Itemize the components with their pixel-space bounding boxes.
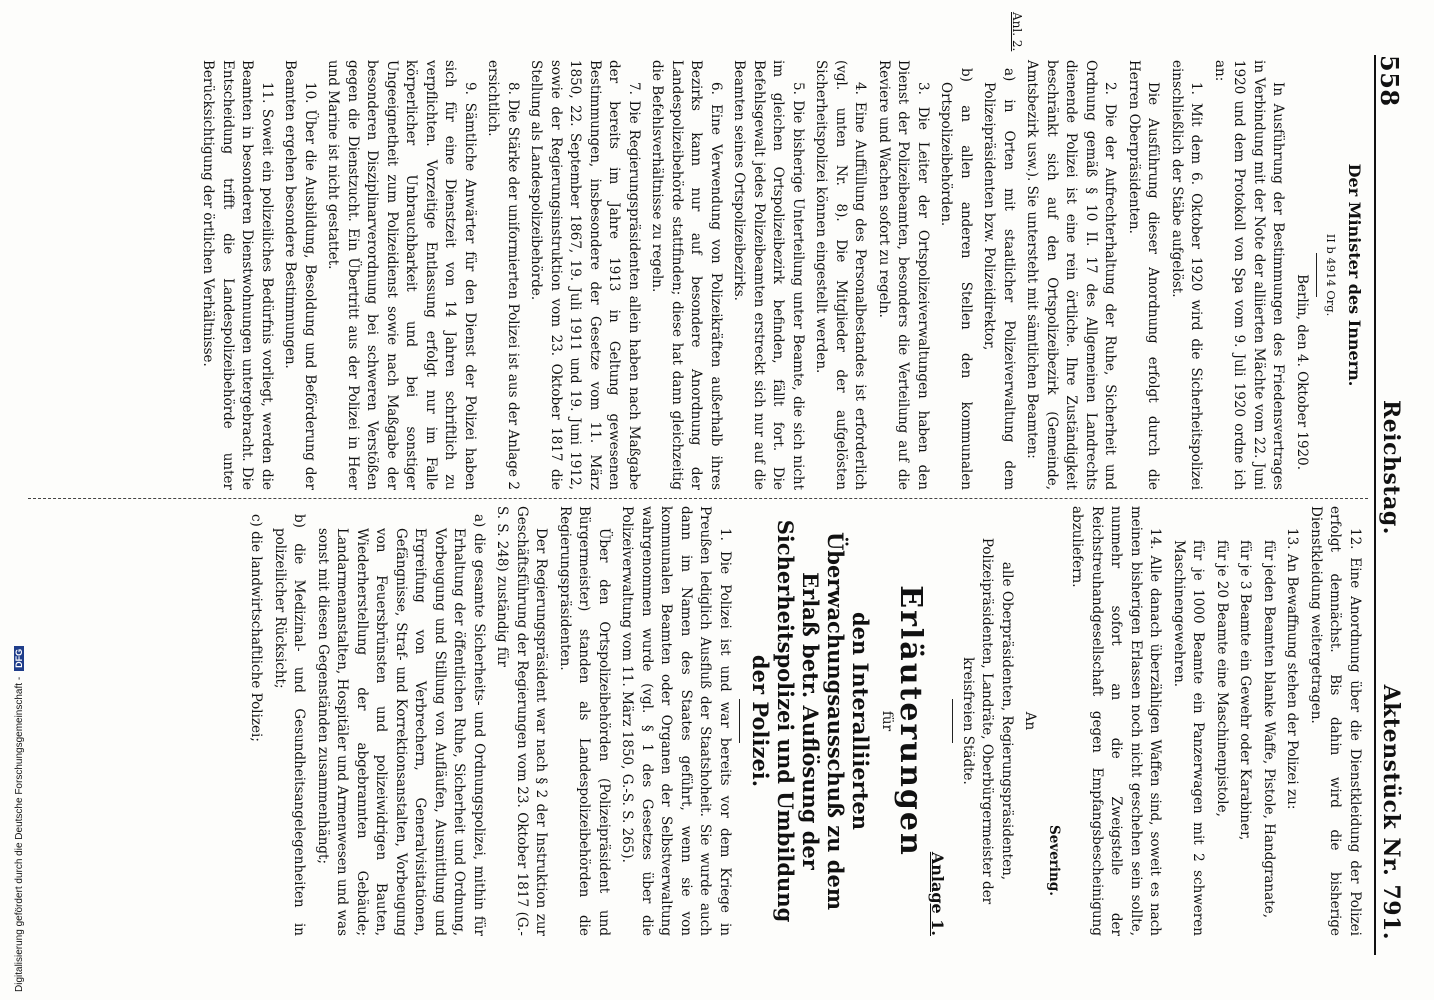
armament-item: für je 20 Beamte eine Maschinenpistole, xyxy=(1214,540,1230,817)
header-document-number: Aktenstück Nr. 791. xyxy=(1378,684,1404,940)
paragraph-4: 4. Eine Auffüllung des Personalbestandes ist erforderlich (vgl. unten Nr. 8). Die Mitglieder der aufgelösten Sicherheitspolizei können eingestellt werden. xyxy=(813,60,869,490)
explanations-for: für xyxy=(879,710,896,732)
paragraph-6: 6. Eine Verwendung von Polizeikräften außerhalb ihres Bezirks kann nur auf besondere Anordnung der Landespolizeibehörde stattfinden; diese hat dann gleichzeitig die Befehlsverhältnisse zu regeln. xyxy=(649,60,724,490)
paragraph-1: 1. Mit dem 6. Oktober 1920 wird die Sicherheitspolizei einschließlich der Stäbe aufgelöst. xyxy=(1169,60,1205,490)
margin-note: Anl. 2. xyxy=(1010,12,1024,52)
header-rule xyxy=(1374,55,1376,955)
header-publication: Reichstag. xyxy=(1378,400,1404,535)
credit-text: Digitalisierung gefördert durch die Deutsche Forschungsgemeinschaft - xyxy=(14,676,25,992)
subtitle-rule xyxy=(739,699,740,743)
explanation-1: 1. Die Polizei ist und war bereits vor dem Kriege in Preußen lediglich Ausfluß der Staatshoheit. Sie wurde auch dann im Namen des Staates geführt, wenn sie von kommunalen Beamten oder Organen der Selbstverwaltung wahrgenommen wurde (vgl. § 1 des Gesetzes über die Polizeiverwaltung vom 11. März 1850, G.-S. S. 265). xyxy=(619,506,733,936)
file-reference: II b 4914 Org. xyxy=(1324,233,1339,317)
paragraph-13: 13. An Bewaffnung stehen der Polizei zu: xyxy=(1284,528,1301,810)
explanation-c: c) die landwirtschaftliche Polizei; xyxy=(248,514,265,742)
explanation-b: b) die Medizinal- und Gesundheitsangelegenheiten in polizeilicher Rücksicht; xyxy=(272,514,308,936)
explanation-a: a) die gesamte Sicherheits- und Ordnungspolizei, mithin für Erhaltung der öffentlichen Ruhe, Sicherheit und Ordnung, Vorbeugung und Stillung von Aufläufen, Ausmittlung und Ergreifung von Verbrechern, Generalvisitationen, Gefängnisse, Straf- und Korrektionsanstalten, Vorbeugung von Feuersbrünsten und polizeiwidrigen Bauten, Wiederherstellung der abgebrannten Gebäude; Landarmenanstalten, Hospitäler und Armenwesen und was sonst mit diesen Gegenständen zusammenhängt; xyxy=(315,514,487,936)
armament-item: für jeden Beamten blanke Waffe, Pistole, Handgranate, xyxy=(1261,540,1277,918)
authority-heading: Der Minister des Innern. xyxy=(1345,163,1364,387)
paragraph-2a: a) in Orten mit staatlicher Polizeiverwaltung dem Polizeipräsidenten bzw. Polizeidirektor, xyxy=(981,68,1017,490)
short-rule xyxy=(1316,253,1317,297)
paragraph-8: 8. Die Stärke der uniformierten Polizei ist aus der Anlage 2 ersichtlich. xyxy=(485,60,521,490)
digitization-credit xyxy=(14,646,32,992)
paragraph-11: 11. Soweit ein polizeiliches Bedürfnis vorliegt, werden die Beamten in besonderen Dienstwohnungen untergebracht. Die Entscheidung trifft die Landespolizeibehörde unter Berücksichtigung der örtlichen Verhältnisse. xyxy=(200,60,275,490)
paragraph-1b: Die Ausführung dieser Anordnung erfolgt durch die Herren Oberpräsidenten. xyxy=(1126,60,1162,490)
dfg-logo: DFG xyxy=(14,646,24,671)
place-date: Berlin, den 4. Oktober 1920. xyxy=(1294,274,1310,470)
paragraph-5: 5. Die bisherige Unterteilung unter Beamte, die sich nicht im gleichen Ortspolizeibezirk befinden, fällt fort. Die Befehlsgewalt jedes Polizeibeamten erstreckt sich nur auf die Beamten seines Ortspolizeibezirks. xyxy=(731,60,806,490)
right-column xyxy=(242,506,1364,936)
addressee-label: An xyxy=(1022,711,1039,731)
page-number: 558 xyxy=(1375,55,1404,107)
explanation-3: Der Regierungspräsident war nach § 2 der Instruktion zur Geschäftsführung der Regierungen vom 23. Oktober 1817 (G.-S. S. 248) zuständig für xyxy=(494,506,550,936)
left-column xyxy=(194,60,1364,490)
explanations-title: Erläuterungen xyxy=(893,585,928,857)
section-rule xyxy=(953,699,954,743)
paragraph-intro: In Ausführung der Bestimmungen des Friedensvertrages in Verbindung mit der Note der alliierten Mächte vom 22. Juni 1920 und dem Protokoll von Spa vom 9. Juli 1920 ordne ich an: xyxy=(1212,60,1287,490)
column-divider xyxy=(28,498,1368,499)
paragraph-12: 12. Eine Anordnung über die Dienstkleidung der Polizei erfolgt demnächst. Bis dahin wird die bisherige Dienstkleidung weitergetragen. xyxy=(1308,506,1363,936)
signature: Severing. xyxy=(1046,825,1062,896)
paragraph-10: 10. Über die Ausbildung, Besoldung und Beförderung der Beamten ergehen besondere Bestimmungen. xyxy=(282,60,318,490)
paragraph-14: 14. Alle danach überzähligen Waffen sind, soweit es nach meinen bisherigen Erlassen noch nicht geschehen sein sollte, nunmehr sofort an die Zweigstelle der Reichstreuhandgesellschaft gegen Empfangsbescheinigung abzuliefern. xyxy=(1069,506,1164,936)
recipients: alle Oberpräsidenten, Regierungspräsidenten, Polizeipräsidenten, Landräte, Oberbürgermeister der kreisfreien Städte. xyxy=(960,537,1015,905)
paragraph-3: 3. Die Leiter der Ortspolizeiverwaltungen haben den Dienst der Polizeibeamten, besonders die Verteilung auf die Reviere und Wachen sofort zu regeln. xyxy=(876,60,931,490)
paragraph-2: 2. Die der Aufrechterhaltung der Ruhe, Sicherheit und Ordnung gemäß § 10 II. 17 des Allgemeinen Landrechts dienende Polizei ist eine rein örtliche. Ihre Zuständigkeit beschränkt sich auf den Ortspolizeibezirk (Gemeinde, Amtsbezirk usw.). Sie untersteht mit sämtlichen Beamten: xyxy=(1024,60,1119,490)
annex-label: Anlage 1. xyxy=(928,851,948,936)
paragraph-2b: b) an allen anderen Stellen den kommunalen Ortspolizeibehörden. xyxy=(938,68,974,490)
armament-item: für je 3 Beamte ein Gewehr oder Karabiner, xyxy=(1237,540,1254,841)
explanations-subtitle: den Interalliierten Überwachungsausschuß zu dem Erlaß betr. Auflösung der Sicherheitspolizei und Umbildung der Polizei. xyxy=(748,519,873,923)
paragraph-9: 9. Sämtliche Anwärter für den Dienst der Polizei haben sich für eine Dienstzeit von 14 Jahren schriftlich zu verpflichten. Vorzeitige Entlassung erfolgt nur im Falle körperlicher Unbrauchbarkeit und bei sonstiger Ungeeignetheit zum Polizeidienst sowie nach Maßgabe der besonderen Disziplinarverordnung bei schweren Verstößen gegen die Dienstzucht. Ein Übertritt aus der Polizei in Heer und Marine ist nicht gestattet. xyxy=(325,60,478,490)
armament-item: für je 1000 Beamte ein Panzerwagen mit 2 schweren Maschinengewehren. xyxy=(1171,540,1207,936)
paragraph-7: 7. Die Regierungspräsidenten allein haben nach Maßgabe der bereits im Jahre 1913 in Geltung gewesenen Bestimmungen, insbesondere der Gesetze vom 11. März 1850, 22. September 1867, 19. Juli 1911 und 19. Juni 1912, sowie der Regierungsinstruktion vom 23. Oktober 1817 die Stellung als Landespolizeibehörde. xyxy=(528,60,642,490)
explanation-2: Über den Ortspolizeibehörden (Polizeipräsident und Bürgermeister) standen als Landespolizeibehörden die Regierungspräsidenten. xyxy=(557,506,612,936)
